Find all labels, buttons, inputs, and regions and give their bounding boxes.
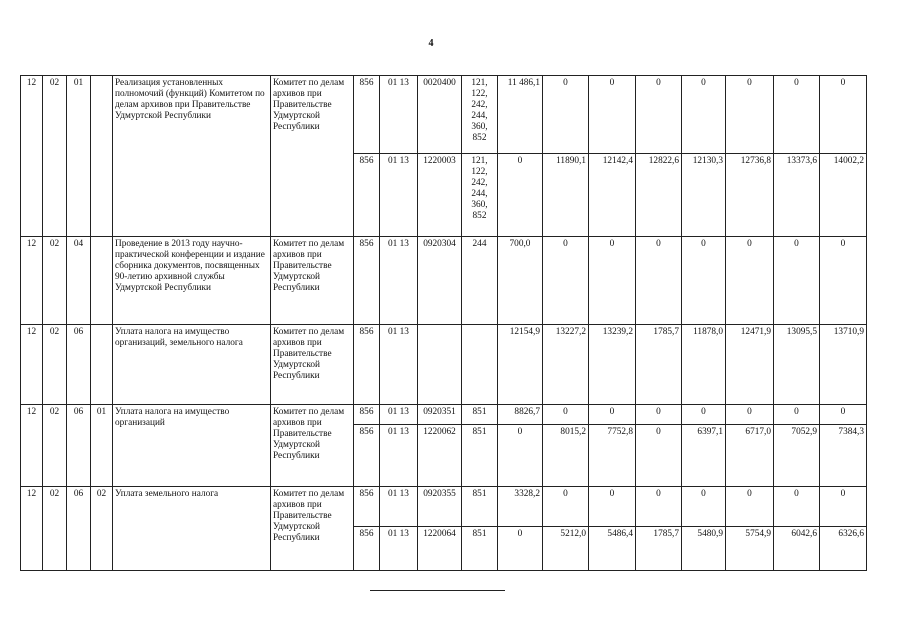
code-gp: 12: [21, 405, 43, 487]
value-cell: 12822,6: [636, 154, 682, 237]
cell-csr: 1220062: [418, 425, 462, 487]
responsible-agency: Комитет по делам архивов при Правительстве Удмуртской Республики: [271, 487, 354, 571]
value-cell: 0: [726, 487, 774, 527]
value-cell: 0: [543, 405, 589, 425]
value-cell: 0: [589, 237, 636, 325]
cell-rz: 01 13: [380, 76, 418, 154]
cell-rz: 01 13: [380, 237, 418, 325]
value-cell: 1785,7: [636, 325, 682, 405]
cell-gr: 856: [354, 405, 380, 425]
cell-vr: 244: [462, 237, 498, 325]
cell-rz: 01 13: [380, 527, 418, 571]
value-cell: 7052,9: [774, 425, 820, 487]
value-cell: 0: [820, 76, 867, 154]
value-cell: 6326,6: [820, 527, 867, 571]
value-cell: 13227,2: [543, 325, 589, 405]
value-cell: 0: [682, 76, 726, 154]
value-cell: 12471,9: [726, 325, 774, 405]
value-cell: 11 486,1: [498, 76, 543, 154]
value-cell: 0: [498, 154, 543, 237]
value-cell: 0: [543, 237, 589, 325]
cell-gr: 856: [354, 76, 380, 154]
cell-vr: 121, 122, 242, 244, 360, 852: [462, 154, 498, 237]
cell-csr: 1220064: [418, 527, 462, 571]
value-cell: 6042,6: [774, 527, 820, 571]
value-cell: 12736,8: [726, 154, 774, 237]
value-cell: 0: [820, 237, 867, 325]
value-cell: 0: [636, 237, 682, 325]
value-cell: 7384,3: [820, 425, 867, 487]
cell-vr: 851: [462, 405, 498, 425]
value-cell: 14002,2: [820, 154, 867, 237]
code-om: 06: [67, 487, 91, 571]
code-gp: 12: [21, 237, 43, 325]
cell-csr: 0920355: [418, 487, 462, 527]
responsible-agency: Комитет по делам архивов при Правительстве Удмуртской Республики: [271, 76, 354, 237]
code-om: 01: [67, 76, 91, 237]
value-cell: 0: [636, 405, 682, 425]
table-row: [21, 76, 867, 154]
cell-csr: 0920304: [418, 237, 462, 325]
value-cell: 0: [543, 76, 589, 154]
value-cell: 0: [682, 237, 726, 325]
value-cell: 0: [589, 487, 636, 527]
cell-vr: [462, 325, 498, 405]
value-cell: 13239,2: [589, 325, 636, 405]
code-m: [91, 76, 113, 237]
value-cell: 0: [774, 405, 820, 425]
code-om: 04: [67, 237, 91, 325]
cell-rz: 01 13: [380, 487, 418, 527]
code-om: 06: [67, 325, 91, 405]
value-cell: 0: [636, 76, 682, 154]
code-pp: 02: [43, 76, 67, 237]
table-row: [21, 405, 867, 425]
measure-name: Проведение в 2013 году научно-практической конференции и издание сборника документов, посвященных 90-летию архивной службы Удмуртской Республики: [113, 237, 271, 325]
code-m: [91, 325, 113, 405]
table-row: [21, 487, 867, 527]
value-cell: 5754,9: [726, 527, 774, 571]
code-pp: 02: [43, 237, 67, 325]
value-cell: 13373,6: [774, 154, 820, 237]
cell-vr: 851: [462, 425, 498, 487]
cell-vr: 851: [462, 487, 498, 527]
cell-vr: 121, 122, 242, 244, 360, 852: [462, 76, 498, 154]
value-cell: 11878,0: [682, 325, 726, 405]
cell-csr: 1220003: [418, 154, 462, 237]
value-cell: 3328,2: [498, 487, 543, 527]
value-cell: 0: [498, 527, 543, 571]
measure-name: Уплата налога на имущество организаций: [113, 405, 271, 487]
value-cell: 0: [726, 405, 774, 425]
cell-rz: 01 13: [380, 154, 418, 237]
value-cell: 11890,1: [543, 154, 589, 237]
cell-gr: 856: [354, 425, 380, 487]
code-m: [91, 237, 113, 325]
value-cell: 12130,3: [682, 154, 726, 237]
value-cell: 0: [636, 425, 682, 487]
value-cell: 6397,1: [682, 425, 726, 487]
value-cell: 0: [774, 237, 820, 325]
value-cell: 8015,2: [543, 425, 589, 487]
code-m: 01: [91, 405, 113, 487]
value-cell: 13095,5: [774, 325, 820, 405]
measure-name: Реализация установленных полномочий (функций) Комитетом по делам архивов при Правительстве Удмуртской Республики: [113, 76, 271, 237]
budget-table: [20, 75, 867, 571]
value-cell: 0: [820, 405, 867, 425]
cell-gr: 856: [354, 154, 380, 237]
code-gp: 12: [21, 76, 43, 237]
responsible-agency: Комитет по делам архивов при Правительстве Удмуртской Республики: [271, 325, 354, 405]
footer-separator-line: [370, 590, 505, 591]
value-cell: 5480,9: [682, 527, 726, 571]
cell-rz: 01 13: [380, 405, 418, 425]
value-cell: 0: [774, 76, 820, 154]
cell-gr: 856: [354, 325, 380, 405]
table-row: [21, 325, 867, 405]
cell-rz: 01 13: [380, 425, 418, 487]
cell-rz: 01 13: [380, 325, 418, 405]
value-cell: 5486,4: [589, 527, 636, 571]
value-cell: 0: [543, 487, 589, 527]
code-gp: 12: [21, 487, 43, 571]
measure-name: Уплата налога на имущество организаций, земельного налога: [113, 325, 271, 405]
cell-vr: 851: [462, 527, 498, 571]
cell-gr: 856: [354, 487, 380, 527]
cell-gr: 856: [354, 527, 380, 571]
code-gp: 12: [21, 325, 43, 405]
value-cell: 1785,7: [636, 527, 682, 571]
value-cell: 0: [682, 405, 726, 425]
value-cell: 12154,9: [498, 325, 543, 405]
value-cell: 700,0: [498, 237, 543, 325]
cell-csr: [418, 325, 462, 405]
value-cell: 0: [726, 76, 774, 154]
cell-csr: 0920351: [418, 405, 462, 425]
cell-gr: 856: [354, 237, 380, 325]
value-cell: 0: [726, 237, 774, 325]
code-m: 02: [91, 487, 113, 571]
value-cell: 0: [774, 487, 820, 527]
measure-name: Уплата земельного налога: [113, 487, 271, 571]
code-pp: 02: [43, 487, 67, 571]
code-om: 06: [67, 405, 91, 487]
value-cell: 0: [820, 487, 867, 527]
value-cell: 0: [589, 76, 636, 154]
page-number: 4: [428, 38, 434, 49]
value-cell: 13710,9: [820, 325, 867, 405]
value-cell: 8826,7: [498, 405, 543, 425]
responsible-agency: Комитет по делам архивов при Правительстве Удмуртской Республики: [271, 237, 354, 325]
code-pp: 02: [43, 325, 67, 405]
value-cell: 0: [636, 487, 682, 527]
value-cell: 6717,0: [726, 425, 774, 487]
code-pp: 02: [43, 405, 67, 487]
responsible-agency: Комитет по делам архивов при Правительстве Удмуртской Республики: [271, 405, 354, 487]
value-cell: 0: [498, 425, 543, 487]
value-cell: 7752,8: [589, 425, 636, 487]
value-cell: 5212,0: [543, 527, 589, 571]
value-cell: 12142,4: [589, 154, 636, 237]
value-cell: 0: [589, 405, 636, 425]
value-cell: 0: [682, 487, 726, 527]
cell-csr: 0020400: [418, 76, 462, 154]
table-row: [21, 237, 867, 325]
